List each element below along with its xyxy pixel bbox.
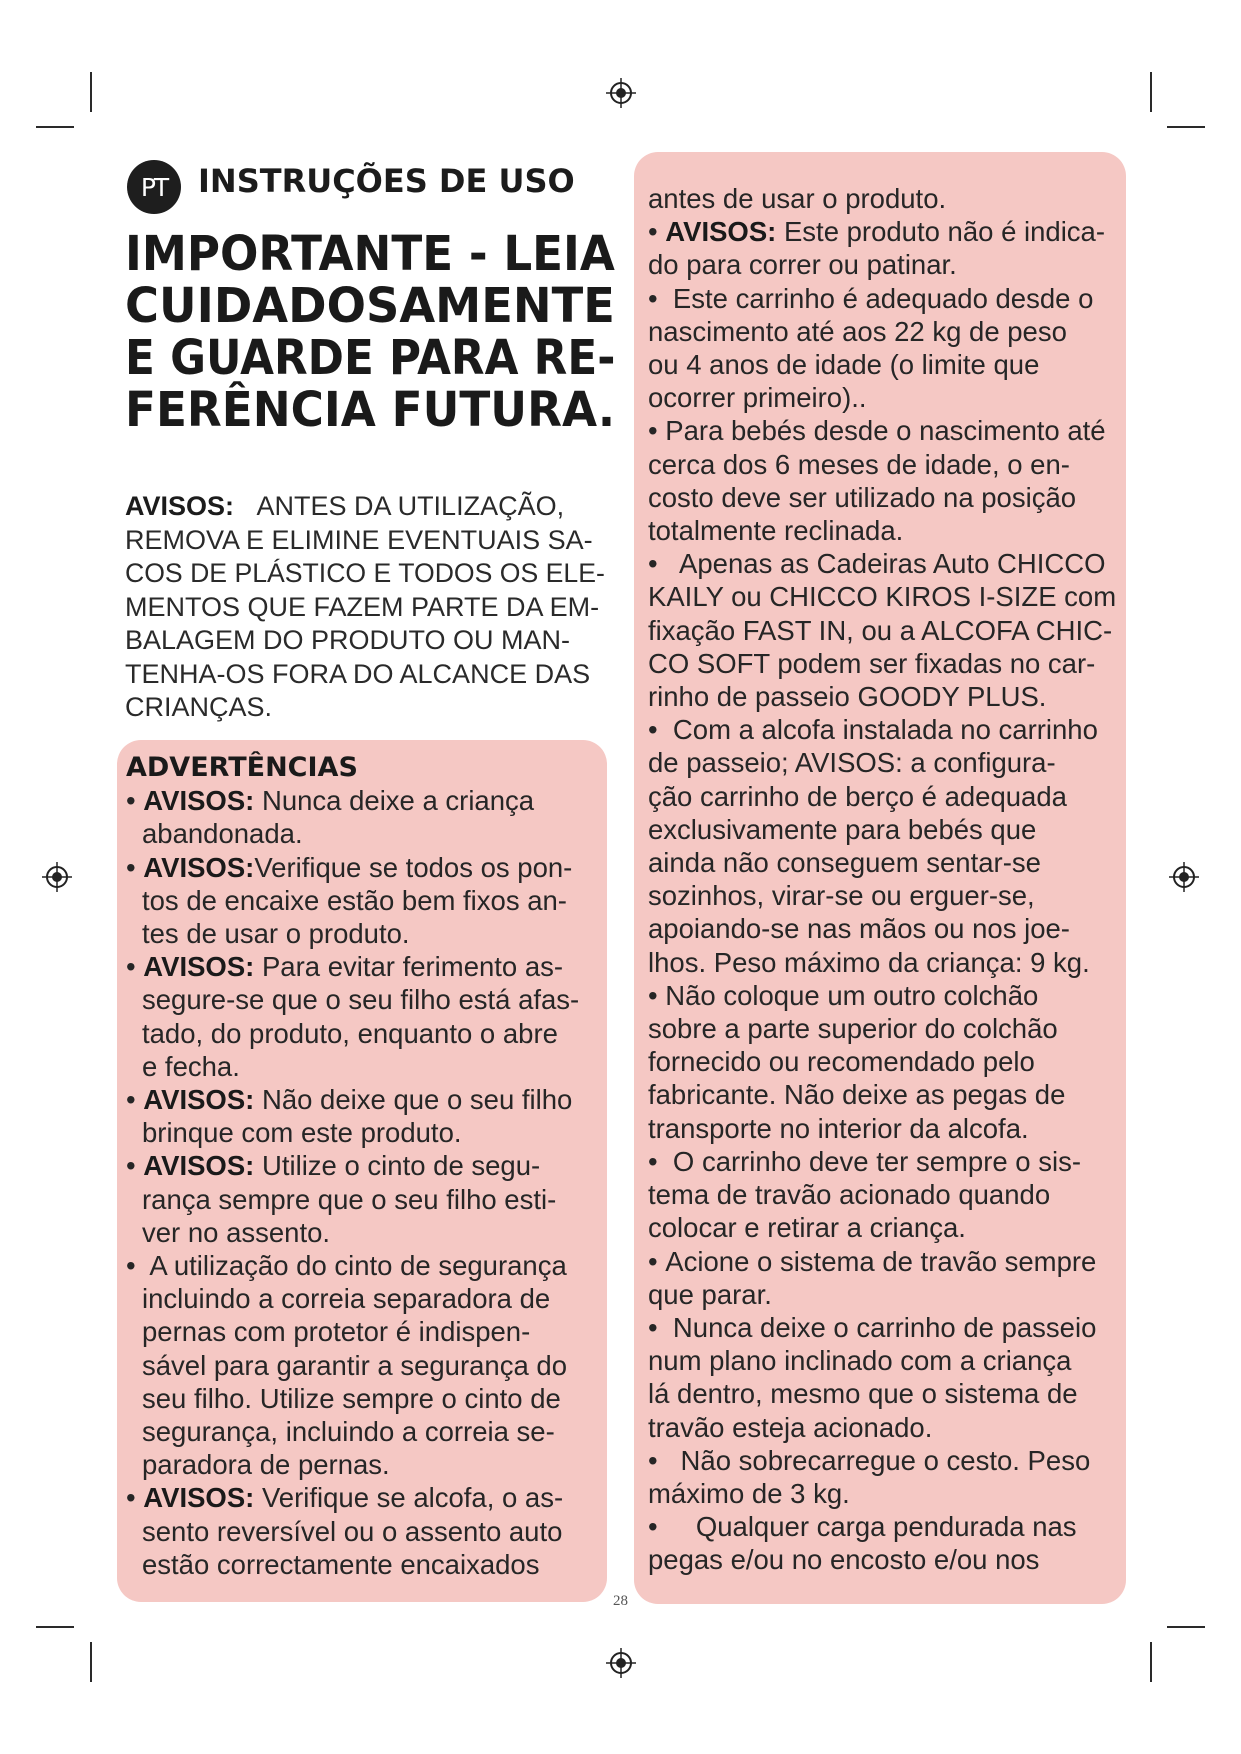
line-text: totalmente reclinada. — [648, 515, 904, 547]
text-line — [648, 1045, 1132, 1078]
text-line — [648, 1278, 1132, 1311]
line-text: Não deixe que o seu filho — [254, 1084, 573, 1116]
important-heading — [125, 228, 615, 436]
line-text: rança sempre que o seu filho esti- — [142, 1183, 557, 1215]
intro-line: CRIANÇAS. — [125, 692, 273, 722]
line-text: travão esteja acionado. — [648, 1411, 933, 1443]
text-line — [648, 348, 1132, 381]
text-line — [648, 647, 1132, 680]
text-line — [648, 1145, 1132, 1178]
page-title: INSTRUÇÕES DE USO — [198, 162, 575, 200]
line-text: pegas e/ou no encosto e/ou nos — [648, 1544, 1040, 1576]
line-text: ção carrinho de berço é adequada — [648, 780, 1067, 812]
warning-label: AVISOS: — [665, 216, 777, 248]
text-line — [648, 946, 1132, 979]
intro-first-rest: ANTES DA UTILIZAÇÃO, — [256, 491, 565, 521]
text-line — [648, 1477, 1132, 1510]
text-line — [648, 846, 1132, 879]
line-text: de passeio; AVISOS: a configura- — [648, 747, 1056, 779]
line-text: paradora de pernas. — [142, 1449, 390, 1481]
crop-mark — [36, 1626, 74, 1628]
registration-mark-icon — [606, 78, 636, 108]
text-line — [648, 414, 1132, 447]
text-line — [126, 1548, 606, 1581]
line-text: segure-se que o seu filho está afas- — [142, 984, 580, 1016]
line-text: que parar. — [648, 1278, 772, 1310]
line-text: ver no assento. — [142, 1216, 331, 1248]
text-line — [648, 1211, 1132, 1244]
important-line: IMPORTANTE - LEIA — [125, 226, 615, 282]
line-text: O carrinho deve ter sempre o sis- — [665, 1145, 1081, 1177]
crop-mark — [1167, 126, 1205, 128]
warning-label: AVISOS: — [143, 851, 255, 883]
line-text: CO SOFT podem ser fixadas no car- — [648, 647, 1096, 679]
line-text: A utilização do cinto de segurança — [143, 1250, 567, 1282]
line-text: Utilize o cinto de segu- — [254, 1150, 541, 1182]
intro-line: COS DE PLÁSTICO E TODOS OS ELE- — [125, 558, 605, 588]
line-text: ou 4 anos de idade (o limite que — [648, 349, 1040, 381]
text-line — [126, 1249, 606, 1282]
text-line — [648, 979, 1132, 1012]
text-line — [648, 813, 1132, 846]
line-text: sozinhos, virar-se ou erguer-se, — [648, 880, 1035, 912]
line-text: fornecido ou recomendado pelo — [648, 1046, 1035, 1078]
text-line — [126, 817, 606, 850]
line-text: ocorrer primeiro).. — [648, 382, 867, 414]
line-text: do para correr ou patinar. — [648, 249, 957, 281]
line-text: lá dentro, mesmo que o sistema de — [648, 1378, 1078, 1410]
line-text: KAILY ou CHICCO KIROS I-SIZE com — [648, 581, 1117, 613]
warning-label: AVISOS: — [143, 951, 255, 983]
text-line — [648, 1377, 1132, 1410]
line-text: fixação FAST IN, ou a ALCOFA CHIC- — [648, 614, 1113, 646]
text-line — [648, 1444, 1132, 1477]
text-line — [648, 780, 1132, 813]
crop-mark — [1150, 72, 1152, 112]
line-text: ainda não conseguem sentar-se — [648, 847, 1041, 879]
line-text: brinque com este produto. — [142, 1117, 462, 1149]
line-text: Não sobrecarregue o cesto. Peso — [665, 1444, 1091, 1476]
text-line — [126, 1216, 606, 1249]
important-line: E GUARDE PARA RE- — [125, 330, 616, 386]
registration-mark-icon — [42, 862, 72, 892]
line-text: Este produto não é indica- — [776, 216, 1106, 248]
registration-mark-icon — [1169, 862, 1199, 892]
text-line — [648, 1078, 1132, 1111]
line-text: tos de encaixe estão bem fixos an- — [142, 884, 567, 916]
line-text: fabricante. Não deixe as pegas de — [648, 1079, 1066, 1111]
text-line — [648, 1411, 1132, 1444]
text-line — [648, 1178, 1132, 1211]
text-line — [126, 1017, 606, 1050]
line-text: transporte no interior da alcofa. — [648, 1112, 1029, 1144]
line-text: nascimento até aos 22 kg de peso — [648, 315, 1067, 347]
text-line — [648, 282, 1132, 315]
text-line — [126, 1149, 606, 1182]
line-text: colocar e retirar a criança. — [648, 1212, 966, 1244]
page-number: 28 — [613, 1593, 628, 1609]
text-line — [648, 514, 1132, 547]
crop-mark — [1167, 1626, 1205, 1628]
text-line — [648, 879, 1132, 912]
text-line — [648, 1510, 1132, 1543]
intro-line: REMOVA E ELIMINE EVENTUAIS SA- — [125, 524, 593, 555]
text-line — [126, 1183, 606, 1216]
text-line — [126, 1382, 606, 1415]
text-line — [648, 746, 1132, 779]
language-badge: PT — [127, 160, 181, 214]
warnings-column-right — [648, 182, 1132, 1577]
text-line — [648, 713, 1132, 746]
text-line — [648, 448, 1132, 481]
line-text: tes de usar o produto. — [142, 918, 410, 950]
line-text: antes de usar o produto. — [648, 183, 947, 214]
intro-line: MENTOS QUE FAZEM PARTE DA EM- — [125, 591, 600, 622]
text-line — [126, 1349, 606, 1382]
important-line: CUIDADOSAMENTE — [125, 278, 615, 334]
text-line — [648, 1543, 1132, 1576]
line-text: sável para garantir a segurança do — [142, 1349, 567, 1381]
warning-label: AVISOS: — [143, 785, 255, 817]
text-line — [648, 580, 1132, 613]
text-line — [126, 983, 606, 1016]
text-line — [126, 1515, 606, 1548]
crop-mark — [90, 1642, 92, 1682]
warning-label: AVISOS: — [143, 1084, 255, 1116]
intro-line: BALAGEM DO PRODUTO OU MAN- — [125, 625, 571, 655]
line-text: costo deve ser utilizado na posição — [648, 481, 1077, 513]
line-text: cerca dos 6 meses de idade, o en- — [648, 448, 1070, 480]
line-text: Verifique se todos os pon- — [254, 851, 573, 883]
warning-label: AVISOS: — [143, 1150, 255, 1182]
line-text: tema de travão acionado quando — [648, 1179, 1051, 1211]
intro-lead: AVISOS: — [125, 491, 235, 521]
text-line — [126, 784, 606, 817]
line-text: pernas com protetor é indispen- — [142, 1316, 531, 1348]
line-text: Com a alcofa instalada no carrinho — [665, 714, 1098, 746]
line-text: Este carrinho é adequado desde o — [665, 282, 1094, 314]
line-text: tado, do produto, enquanto o abre — [142, 1017, 558, 1049]
line-text: Verifique se alcofa, o as- — [254, 1482, 564, 1514]
text-line — [648, 1245, 1132, 1278]
crop-mark — [1150, 1642, 1152, 1682]
text-line — [126, 1315, 606, 1348]
text-line — [648, 547, 1132, 580]
text-line — [126, 917, 606, 950]
text-line — [648, 248, 1132, 281]
important-line: FERÊNCIA FUTURA. — [125, 382, 616, 438]
text-line — [126, 1481, 606, 1514]
line-text: sento reversível ou o assento auto — [142, 1515, 563, 1547]
line-text: rinho de passeio GOODY PLUS. — [648, 681, 1047, 713]
line-text: seu filho. Utilize sempre o cinto de — [142, 1382, 561, 1414]
text-line — [648, 481, 1132, 514]
text-line — [126, 884, 606, 917]
text-line — [648, 1012, 1132, 1045]
line-text: incluindo a correia separadora de — [142, 1283, 551, 1315]
intro-line — [125, 490, 605, 524]
text-line — [126, 1083, 606, 1116]
text-line — [648, 381, 1132, 414]
text-line — [648, 1344, 1132, 1377]
text-line — [648, 215, 1132, 248]
text-line — [648, 680, 1132, 713]
text-line — [648, 182, 1132, 215]
warnings-column-left — [126, 751, 606, 1581]
line-text: lhos. Peso máximo da criança: 9 kg. — [648, 946, 1090, 978]
warning-label: AVISOS: — [143, 1482, 255, 1514]
line-text: abandonada. — [142, 818, 303, 850]
section-title: ADVERTÊNCIAS — [126, 752, 358, 783]
line-text: Nunca deixe o carrinho de passeio — [665, 1311, 1097, 1343]
line-text: Nunca deixe a criança — [254, 785, 535, 817]
intro-warning — [125, 490, 605, 725]
line-text: Para evitar ferimento as- — [254, 951, 564, 983]
text-line — [126, 1448, 606, 1481]
text-line — [126, 1282, 606, 1315]
text-line — [648, 1112, 1132, 1145]
line-text: apoiando-se nas mãos ou nos joe- — [648, 913, 1070, 945]
line-text: sobre a parte superior do colchão — [648, 1013, 1058, 1045]
text-line — [126, 1415, 606, 1448]
line-text: num plano inclinado com a criança — [648, 1345, 1072, 1377]
line-text: Qualquer carga pendurada nas — [665, 1511, 1077, 1543]
text-line — [648, 315, 1132, 348]
line-text: Apenas as Cadeiras Auto CHICCO — [665, 548, 1106, 580]
text-line — [648, 1311, 1132, 1344]
text-line — [126, 851, 606, 884]
crop-mark — [36, 126, 74, 128]
text-line — [126, 1050, 606, 1083]
text-line — [648, 614, 1132, 647]
text-line — [648, 912, 1132, 945]
text-line — [126, 1116, 606, 1149]
line-text: segurança, incluindo a correia se- — [142, 1416, 555, 1448]
line-text: exclusivamente para bebés que — [648, 813, 1037, 845]
line-text: estão correctamente encaixados — [142, 1548, 540, 1580]
line-text: Para bebés desde o nascimento até — [665, 415, 1106, 447]
registration-mark-icon — [606, 1648, 636, 1678]
line-text: e fecha. — [142, 1050, 240, 1082]
intro-line: TENHA-OS FORA DO ALCANCE DAS — [125, 658, 591, 689]
line-text: Acione o sistema de travão sempre — [665, 1245, 1097, 1277]
text-line — [126, 950, 606, 983]
line-text: máximo de 3 kg. — [648, 1477, 850, 1509]
crop-mark — [90, 72, 92, 112]
line-text: • Não coloque um outro colchão — [648, 979, 1039, 1011]
